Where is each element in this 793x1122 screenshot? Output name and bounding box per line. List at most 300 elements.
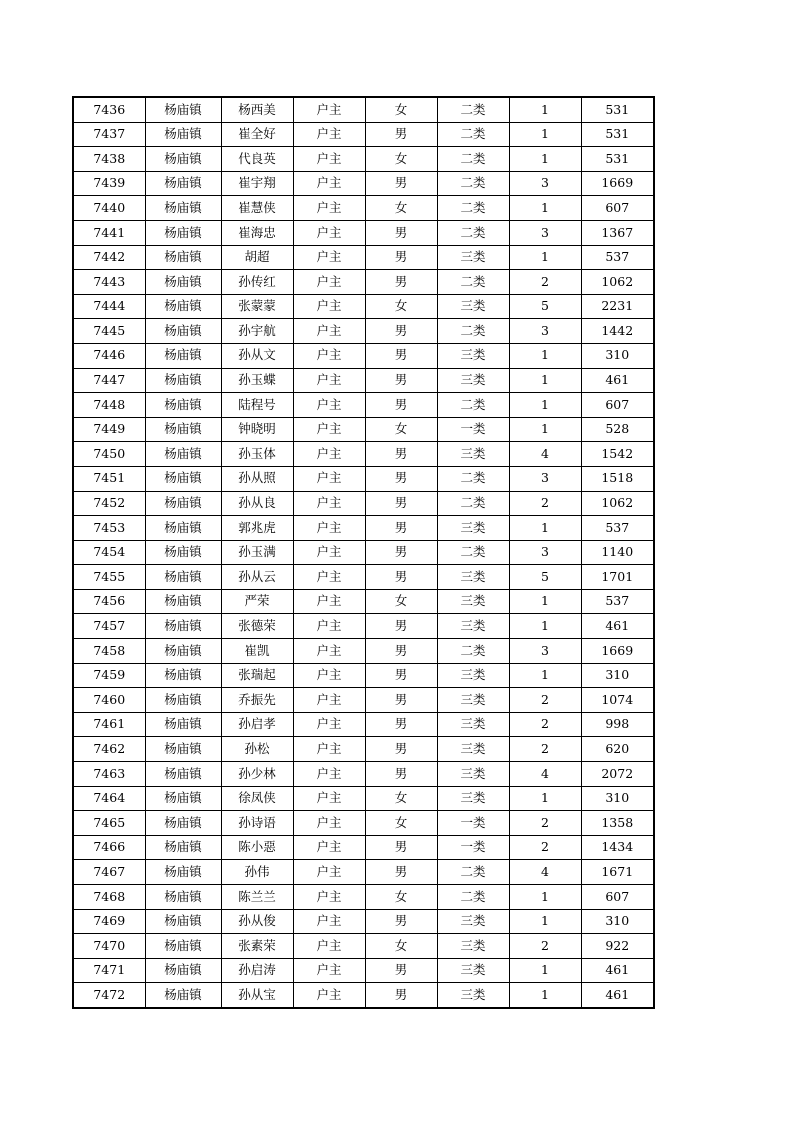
cell-category: 二类 [437, 885, 509, 910]
cell-relation: 户主 [293, 343, 365, 368]
cell-relation: 户主 [293, 171, 365, 196]
cell-town: 杨庙镇 [145, 393, 221, 418]
table-row [73, 220, 654, 245]
cell-row-number: 7463 [73, 762, 145, 787]
cell-relation: 户主 [293, 958, 365, 983]
cell-category: 三类 [437, 688, 509, 713]
cell-town: 杨庙镇 [145, 565, 221, 590]
table-row [73, 97, 654, 122]
cell-name: 代良英 [221, 147, 293, 172]
cell-row-number: 7438 [73, 147, 145, 172]
cell-row-number: 7467 [73, 860, 145, 885]
cell-relation: 户主 [293, 860, 365, 885]
cell-relation: 户主 [293, 270, 365, 295]
cell-category: 二类 [437, 540, 509, 565]
cell-count: 2 [509, 737, 581, 762]
cell-relation: 户主 [293, 614, 365, 639]
cell-relation: 户主 [293, 737, 365, 762]
cell-town: 杨庙镇 [145, 663, 221, 688]
cell-amount: 461 [581, 983, 654, 1008]
cell-name: 陆程号 [221, 393, 293, 418]
cell-row-number: 7464 [73, 786, 145, 811]
cell-gender: 女 [365, 934, 437, 959]
cell-count: 1 [509, 196, 581, 221]
cell-amount: 1669 [581, 171, 654, 196]
table-row [73, 417, 654, 442]
cell-name: 孙启涛 [221, 958, 293, 983]
cell-gender: 男 [365, 762, 437, 787]
cell-row-number: 7449 [73, 417, 145, 442]
table-body [73, 97, 654, 1008]
cell-count: 1 [509, 343, 581, 368]
cell-amount: 528 [581, 417, 654, 442]
cell-gender: 男 [365, 663, 437, 688]
cell-amount: 1669 [581, 639, 654, 664]
cell-gender: 男 [365, 442, 437, 467]
cell-town: 杨庙镇 [145, 245, 221, 270]
cell-gender: 女 [365, 885, 437, 910]
cell-count: 1 [509, 885, 581, 910]
cell-name: 张德荣 [221, 614, 293, 639]
cell-category: 三类 [437, 565, 509, 590]
cell-amount: 607 [581, 196, 654, 221]
cell-town: 杨庙镇 [145, 442, 221, 467]
cell-row-number: 7451 [73, 466, 145, 491]
cell-name: 徐凤侠 [221, 786, 293, 811]
cell-count: 2 [509, 712, 581, 737]
cell-amount: 1358 [581, 811, 654, 836]
cell-count: 1 [509, 663, 581, 688]
table-row [73, 712, 654, 737]
cell-row-number: 7447 [73, 368, 145, 393]
cell-gender: 男 [365, 639, 437, 664]
cell-name: 杨西美 [221, 97, 293, 122]
table-row [73, 811, 654, 836]
cell-count: 1 [509, 516, 581, 541]
cell-gender: 女 [365, 147, 437, 172]
cell-row-number: 7445 [73, 319, 145, 344]
table-row [73, 171, 654, 196]
cell-town: 杨庙镇 [145, 540, 221, 565]
cell-amount: 1434 [581, 835, 654, 860]
table-row [73, 983, 654, 1008]
cell-row-number: 7450 [73, 442, 145, 467]
cell-count: 3 [509, 466, 581, 491]
cell-count: 3 [509, 319, 581, 344]
table-row [73, 663, 654, 688]
cell-gender: 男 [365, 614, 437, 639]
cell-row-number: 7456 [73, 589, 145, 614]
table-row [73, 589, 654, 614]
table-row [73, 147, 654, 172]
cell-count: 4 [509, 442, 581, 467]
cell-gender: 男 [365, 245, 437, 270]
table-row [73, 786, 654, 811]
cell-relation: 户主 [293, 639, 365, 664]
cell-name: 郭兆虎 [221, 516, 293, 541]
cell-count: 3 [509, 639, 581, 664]
cell-town: 杨庙镇 [145, 762, 221, 787]
cell-count: 1 [509, 97, 581, 122]
table-row [73, 196, 654, 221]
cell-relation: 户主 [293, 245, 365, 270]
cell-row-number: 7459 [73, 663, 145, 688]
cell-count: 1 [509, 909, 581, 934]
cell-town: 杨庙镇 [145, 122, 221, 147]
cell-name: 张瑞起 [221, 663, 293, 688]
cell-amount: 607 [581, 885, 654, 910]
cell-gender: 女 [365, 417, 437, 442]
cell-relation: 户主 [293, 294, 365, 319]
cell-town: 杨庙镇 [145, 860, 221, 885]
cell-category: 一类 [437, 417, 509, 442]
cell-name: 孙少林 [221, 762, 293, 787]
cell-relation: 户主 [293, 688, 365, 713]
cell-amount: 1367 [581, 220, 654, 245]
cell-category: 三类 [437, 245, 509, 270]
cell-town: 杨庙镇 [145, 737, 221, 762]
cell-gender: 女 [365, 811, 437, 836]
cell-row-number: 7460 [73, 688, 145, 713]
cell-gender: 男 [365, 122, 437, 147]
cell-relation: 户主 [293, 491, 365, 516]
cell-count: 3 [509, 540, 581, 565]
cell-row-number: 7444 [73, 294, 145, 319]
cell-name: 崔慧侠 [221, 196, 293, 221]
cell-amount: 1701 [581, 565, 654, 590]
cell-relation: 户主 [293, 220, 365, 245]
cell-category: 三类 [437, 614, 509, 639]
cell-name: 陈小惡 [221, 835, 293, 860]
cell-amount: 1074 [581, 688, 654, 713]
cell-count: 2 [509, 491, 581, 516]
cell-count: 1 [509, 368, 581, 393]
cell-amount: 2231 [581, 294, 654, 319]
cell-row-number: 7439 [73, 171, 145, 196]
cell-category: 三类 [437, 343, 509, 368]
cell-town: 杨庙镇 [145, 466, 221, 491]
cell-town: 杨庙镇 [145, 983, 221, 1008]
table-row [73, 343, 654, 368]
cell-name: 孙从文 [221, 343, 293, 368]
cell-count: 3 [509, 171, 581, 196]
cell-count: 1 [509, 786, 581, 811]
cell-row-number: 7465 [73, 811, 145, 836]
cell-name: 孙伟 [221, 860, 293, 885]
cell-amount: 461 [581, 368, 654, 393]
cell-row-number: 7462 [73, 737, 145, 762]
cell-amount: 461 [581, 958, 654, 983]
cell-name: 张蒙蒙 [221, 294, 293, 319]
cell-gender: 女 [365, 97, 437, 122]
cell-gender: 男 [365, 171, 437, 196]
cell-category: 三类 [437, 909, 509, 934]
cell-gender: 男 [365, 393, 437, 418]
cell-relation: 户主 [293, 885, 365, 910]
cell-category: 三类 [437, 934, 509, 959]
cell-category: 三类 [437, 983, 509, 1008]
cell-name: 孙玉满 [221, 540, 293, 565]
table-row [73, 737, 654, 762]
table-row [73, 540, 654, 565]
cell-category: 二类 [437, 196, 509, 221]
cell-relation: 户主 [293, 983, 365, 1008]
cell-count: 2 [509, 811, 581, 836]
cell-name: 崔凯 [221, 639, 293, 664]
cell-name: 孙从宝 [221, 983, 293, 1008]
cell-gender: 男 [365, 540, 437, 565]
cell-name: 崔海忠 [221, 220, 293, 245]
cell-relation: 户主 [293, 762, 365, 787]
cell-gender: 女 [365, 589, 437, 614]
cell-town: 杨庙镇 [145, 688, 221, 713]
cell-relation: 户主 [293, 540, 365, 565]
cell-town: 杨庙镇 [145, 97, 221, 122]
cell-name: 崔全好 [221, 122, 293, 147]
cell-row-number: 7461 [73, 712, 145, 737]
cell-name: 孙玉蝶 [221, 368, 293, 393]
cell-gender: 男 [365, 983, 437, 1008]
cell-count: 5 [509, 565, 581, 590]
cell-town: 杨庙镇 [145, 491, 221, 516]
cell-category: 一类 [437, 811, 509, 836]
cell-name: 崔宇翔 [221, 171, 293, 196]
cell-town: 杨庙镇 [145, 220, 221, 245]
table-row [73, 762, 654, 787]
cell-gender: 男 [365, 466, 437, 491]
cell-gender: 女 [365, 786, 437, 811]
cell-gender: 男 [365, 565, 437, 590]
cell-amount: 537 [581, 589, 654, 614]
cell-name: 孙从良 [221, 491, 293, 516]
cell-category: 三类 [437, 516, 509, 541]
cell-row-number: 7448 [73, 393, 145, 418]
table-row [73, 516, 654, 541]
cell-category: 三类 [437, 663, 509, 688]
cell-name: 张素荣 [221, 934, 293, 959]
cell-relation: 户主 [293, 909, 365, 934]
cell-amount: 531 [581, 147, 654, 172]
cell-town: 杨庙镇 [145, 294, 221, 319]
cell-gender: 女 [365, 196, 437, 221]
cell-relation: 户主 [293, 417, 365, 442]
cell-amount: 310 [581, 909, 654, 934]
cell-town: 杨庙镇 [145, 811, 221, 836]
cell-relation: 户主 [293, 786, 365, 811]
cell-gender: 男 [365, 712, 437, 737]
cell-category: 三类 [437, 294, 509, 319]
table-row [73, 909, 654, 934]
cell-amount: 1518 [581, 466, 654, 491]
cell-row-number: 7446 [73, 343, 145, 368]
cell-amount: 531 [581, 122, 654, 147]
cell-category: 二类 [437, 639, 509, 664]
cell-row-number: 7453 [73, 516, 145, 541]
cell-relation: 户主 [293, 516, 365, 541]
cell-row-number: 7458 [73, 639, 145, 664]
cell-amount: 537 [581, 245, 654, 270]
cell-gender: 男 [365, 958, 437, 983]
cell-category: 一类 [437, 835, 509, 860]
data-table-container [72, 96, 655, 1009]
cell-town: 杨庙镇 [145, 516, 221, 541]
cell-amount: 537 [581, 516, 654, 541]
cell-category: 二类 [437, 466, 509, 491]
cell-count: 1 [509, 393, 581, 418]
cell-gender: 男 [365, 737, 437, 762]
cell-amount: 310 [581, 663, 654, 688]
cell-relation: 户主 [293, 466, 365, 491]
cell-town: 杨庙镇 [145, 614, 221, 639]
cell-relation: 户主 [293, 712, 365, 737]
cell-row-number: 7470 [73, 934, 145, 959]
cell-relation: 户主 [293, 589, 365, 614]
cell-count: 2 [509, 835, 581, 860]
cell-name: 陈兰兰 [221, 885, 293, 910]
cell-town: 杨庙镇 [145, 835, 221, 860]
cell-relation: 户主 [293, 934, 365, 959]
cell-row-number: 7454 [73, 540, 145, 565]
cell-relation: 户主 [293, 565, 365, 590]
cell-town: 杨庙镇 [145, 639, 221, 664]
cell-amount: 1671 [581, 860, 654, 885]
cell-category: 二类 [437, 122, 509, 147]
cell-count: 1 [509, 122, 581, 147]
cell-relation: 户主 [293, 97, 365, 122]
cell-amount: 1140 [581, 540, 654, 565]
table-row [73, 245, 654, 270]
cell-name: 乔振先 [221, 688, 293, 713]
table-row [73, 491, 654, 516]
cell-relation: 户主 [293, 442, 365, 467]
cell-name: 孙从俊 [221, 909, 293, 934]
cell-gender: 男 [365, 516, 437, 541]
table-row [73, 860, 654, 885]
cell-amount: 310 [581, 343, 654, 368]
cell-relation: 户主 [293, 835, 365, 860]
cell-count: 1 [509, 614, 581, 639]
cell-relation: 户主 [293, 147, 365, 172]
cell-category: 二类 [437, 171, 509, 196]
data-table [72, 96, 655, 1009]
cell-count: 2 [509, 270, 581, 295]
cell-town: 杨庙镇 [145, 319, 221, 344]
cell-town: 杨庙镇 [145, 589, 221, 614]
cell-relation: 户主 [293, 811, 365, 836]
cell-town: 杨庙镇 [145, 786, 221, 811]
cell-amount: 1062 [581, 270, 654, 295]
cell-name: 孙宇航 [221, 319, 293, 344]
cell-row-number: 7452 [73, 491, 145, 516]
cell-category: 二类 [437, 860, 509, 885]
cell-name: 孙玉体 [221, 442, 293, 467]
cell-count: 1 [509, 417, 581, 442]
cell-row-number: 7437 [73, 122, 145, 147]
cell-category: 二类 [437, 220, 509, 245]
cell-town: 杨庙镇 [145, 909, 221, 934]
cell-count: 2 [509, 934, 581, 959]
cell-town: 杨庙镇 [145, 712, 221, 737]
cell-gender: 男 [365, 220, 437, 245]
cell-gender: 男 [365, 688, 437, 713]
cell-relation: 户主 [293, 196, 365, 221]
cell-row-number: 7469 [73, 909, 145, 934]
cell-amount: 461 [581, 614, 654, 639]
cell-category: 三类 [437, 712, 509, 737]
cell-town: 杨庙镇 [145, 368, 221, 393]
cell-gender: 男 [365, 270, 437, 295]
table-row [73, 885, 654, 910]
cell-gender: 女 [365, 294, 437, 319]
cell-row-number: 7466 [73, 835, 145, 860]
cell-amount: 310 [581, 786, 654, 811]
cell-category: 二类 [437, 319, 509, 344]
cell-category: 三类 [437, 442, 509, 467]
cell-count: 4 [509, 860, 581, 885]
table-row [73, 442, 654, 467]
cell-count: 1 [509, 245, 581, 270]
cell-category: 二类 [437, 147, 509, 172]
cell-town: 杨庙镇 [145, 958, 221, 983]
cell-town: 杨庙镇 [145, 147, 221, 172]
cell-name: 孙启孝 [221, 712, 293, 737]
cell-amount: 607 [581, 393, 654, 418]
table-row [73, 122, 654, 147]
cell-category: 二类 [437, 393, 509, 418]
cell-name: 严荣 [221, 589, 293, 614]
cell-relation: 户主 [293, 368, 365, 393]
cell-row-number: 7468 [73, 885, 145, 910]
table-row [73, 270, 654, 295]
table-row [73, 688, 654, 713]
cell-relation: 户主 [293, 122, 365, 147]
cell-category: 二类 [437, 97, 509, 122]
cell-gender: 男 [365, 835, 437, 860]
cell-gender: 男 [365, 491, 437, 516]
table-row [73, 934, 654, 959]
cell-count: 5 [509, 294, 581, 319]
cell-amount: 1442 [581, 319, 654, 344]
cell-relation: 户主 [293, 663, 365, 688]
cell-count: 1 [509, 147, 581, 172]
cell-town: 杨庙镇 [145, 270, 221, 295]
table-row [73, 393, 654, 418]
cell-town: 杨庙镇 [145, 196, 221, 221]
cell-row-number: 7455 [73, 565, 145, 590]
cell-gender: 男 [365, 860, 437, 885]
cell-row-number: 7443 [73, 270, 145, 295]
cell-amount: 1542 [581, 442, 654, 467]
cell-amount: 531 [581, 97, 654, 122]
cell-category: 三类 [437, 762, 509, 787]
cell-gender: 男 [365, 319, 437, 344]
table-row [73, 639, 654, 664]
table-row [73, 835, 654, 860]
cell-name: 孙从照 [221, 466, 293, 491]
table-row [73, 319, 654, 344]
cell-category: 三类 [437, 368, 509, 393]
cell-relation: 户主 [293, 319, 365, 344]
cell-name: 钟晓明 [221, 417, 293, 442]
cell-row-number: 7442 [73, 245, 145, 270]
cell-amount: 922 [581, 934, 654, 959]
cell-row-number: 7436 [73, 97, 145, 122]
cell-count: 1 [509, 983, 581, 1008]
cell-category: 三类 [437, 786, 509, 811]
table-row [73, 294, 654, 319]
cell-row-number: 7471 [73, 958, 145, 983]
cell-amount: 620 [581, 737, 654, 762]
